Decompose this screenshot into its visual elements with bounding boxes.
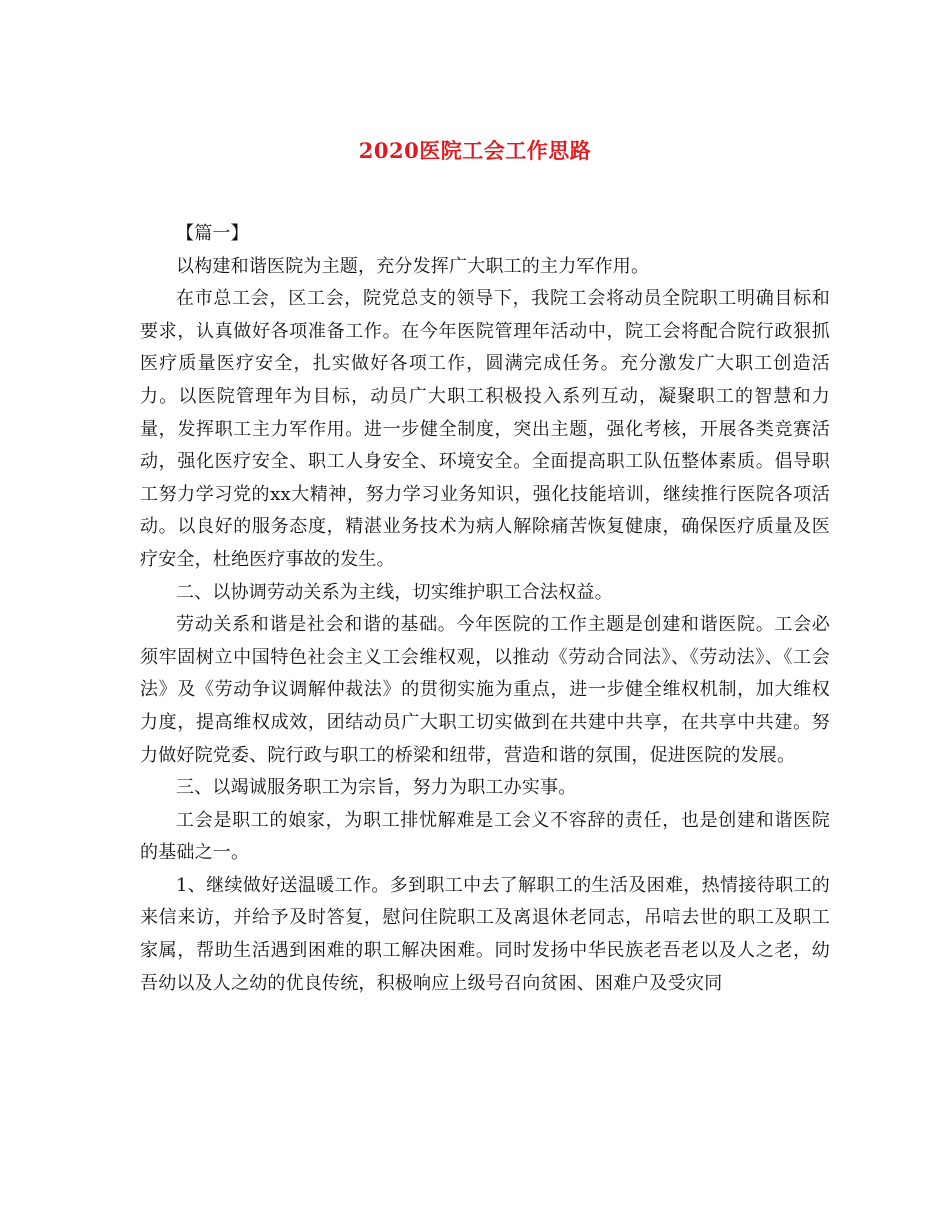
document-title: 2020医院工会工作思路 (358, 138, 592, 163)
paragraph: 三、以竭诚服务职工为宗旨，努力为职工办实事。 (176, 777, 577, 799)
paragraph: 以构建和谐医院为主题，充分发挥广大职工的主力军作用。 (176, 255, 650, 277)
paragraph: 工会是职工的娘家，为职工排忧解难是工会义不容辞的责任，也是创建和谐医院的基础之一。 (140, 809, 830, 864)
paragraph: 1、继续做好送温暖工作。多到职工中去了解职工的生活及困难，热情接待职工的来信来访，并给予及时答复，慰问住院职工及离退休老同志，吊唁去世的职工及职工家属，帮助生活遇到困难的职工解决困难。同时发扬中华民族老吾老以及人之老，幼吾幼以及人之幼的优良传统，积极响应上级号召向贫困、困难户及受灾同 (140, 874, 830, 994)
paragraph: 【篇一】 (176, 223, 249, 244)
paragraph: 在市总工会，区工会，院党总支的领导下，我院工会将动员全院职工明确目标和要求，认真做好各项准备工作。在今年医院管理年活动中，院工会将配合院行政狠抓医疗质量医疗安全，扎实做好各项工作，圆满完成任务。充分激发广大职工创造活力。以医院管理年为目标，动员广大职工积极投入系列互动，凝聚职工的智慧和力量，发挥职工主力军作用。进一步健全制度，突出主题，强化考核，开展各类竞赛活动，强化医疗安全、职工人身安全、环境安全。全面提高职工队伍整体素质。倡导职工努力学习党的xx大精神，努力学习业务知识，强化技能培训，继续推行医院各项活动。以良好的服务态度，精湛业务技术为病人解除痛苦恢复健康，确保医疗质量及医疗安全，杜绝医疗事故的发生。 (140, 288, 830, 570)
document-body (140, 218, 830, 1000)
paragraph: 二、以协调劳动关系为主线，切实维护职工合法权益。 (176, 581, 613, 603)
paragraph: 劳动关系和谐是社会和谐的基础。今年医院的工作主题是创建和谐医院。工会必须牢固树立中国特色社会主义工会维权观，以推动《劳动合同法》、《劳动法》、《工会法》及《劳动争议调解仲裁法》的贯彻实施为重点，进一步健全维权机制，加大维权力度，提高维权成效，团结动员广大职工切实做到在共建中共享，在共享中共建。努力做好院党委、院行政与职工的桥梁和纽带，营造和谐的氛围，促进医院的发展。 (140, 614, 830, 766)
